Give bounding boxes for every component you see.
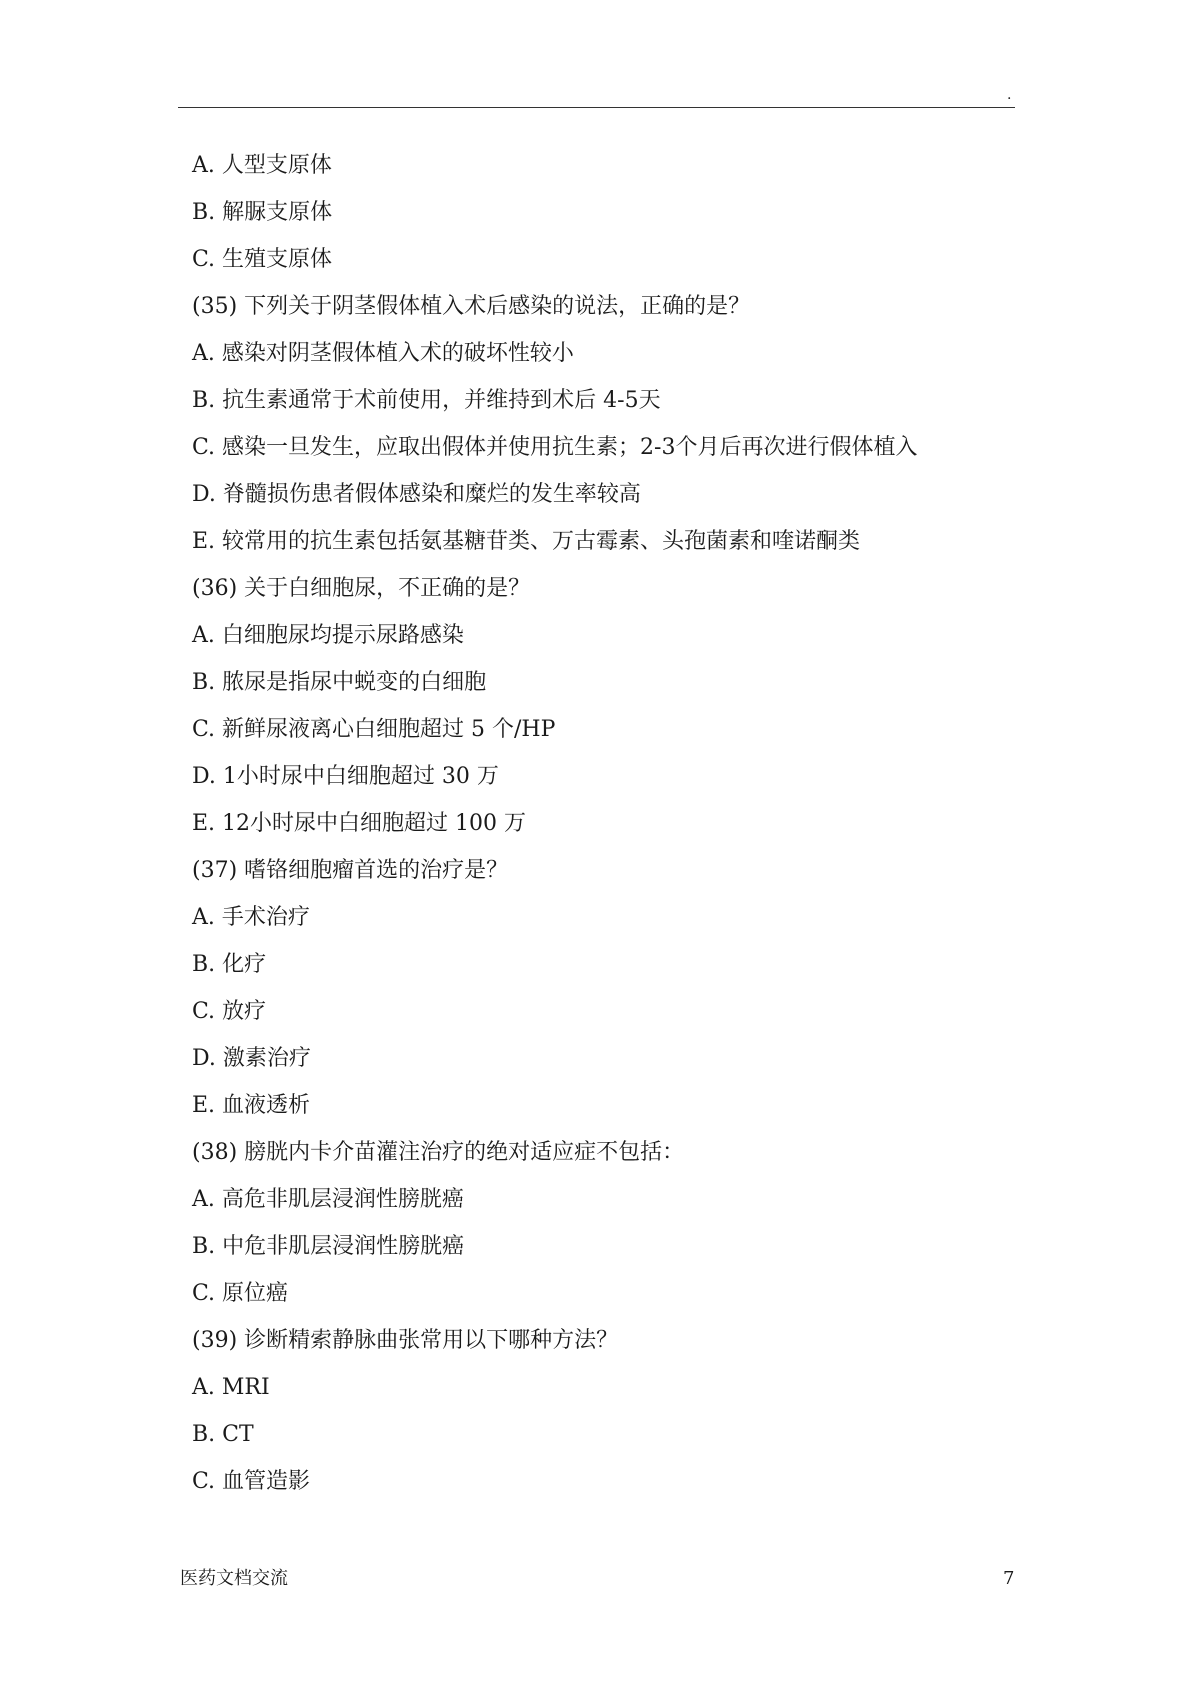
text-line: B. 化疗 xyxy=(192,952,267,977)
text-line: A. 高危非肌层浸润性膀胱癌 xyxy=(192,1187,464,1212)
text-line: B. CT xyxy=(192,1422,254,1447)
text-line: E. 12小时尿中白细胞超过 100 万 xyxy=(192,811,527,836)
question-line: (39) 诊断精索静脉曲张常用以下哪种方法？ xyxy=(192,1328,619,1353)
text-line: C. 新鲜尿液离心白细胞超过 5 个/HP xyxy=(192,717,556,742)
page-number: 7 xyxy=(1003,1568,1015,1589)
text-line: B. 中危非肌层浸润性膀胱癌 xyxy=(192,1234,465,1259)
page-body xyxy=(192,142,1012,1505)
question-line: (36) 关于白细胞尿，不正确的是？ xyxy=(192,576,531,601)
text-line: E. 较常用的抗生素包括氨基糖苷类、万古霉素、头孢菌素和喹诺酮类 xyxy=(192,529,861,554)
text-line: A. MRI xyxy=(192,1375,270,1400)
text-line: C. 放疗 xyxy=(192,999,267,1024)
text-line: E. 血液透析 xyxy=(192,1093,311,1118)
text-line: C. 感染一旦发生，应取出假体并使用抗生素；2-3个月后再次进行假体植入 xyxy=(192,435,918,460)
question-line: (38) 膀胱内卡介苗灌注治疗的绝对适应症不包括： xyxy=(192,1140,685,1165)
question-line: (37) 嗜铬细胞瘤首选的治疗是？ xyxy=(192,858,509,883)
text-line: A. 人型支原体 xyxy=(192,153,332,178)
text-line: C. 原位癌 xyxy=(192,1281,289,1306)
footer-label: 医药文档交流 xyxy=(180,1568,288,1589)
header-mark: . xyxy=(1007,87,1012,103)
text-line: B. 解脲支原体 xyxy=(192,200,333,225)
text-line: B. 脓尿是指尿中蜕变的白细胞 xyxy=(192,670,487,695)
question-line: (35) 下列关于阴茎假体植入术后感染的说法，正确的是？ xyxy=(192,294,751,319)
text-line: C. 血管造影 xyxy=(192,1469,311,1494)
text-line: B. 抗生素通常于术前使用，并维持到术后 4-5天 xyxy=(192,388,661,413)
text-line: D. 激素治疗 xyxy=(192,1046,311,1071)
text-line: A. 感染对阴茎假体植入术的破坏性较小 xyxy=(192,341,574,366)
text-line: D. 1小时尿中白细胞超过 30 万 xyxy=(192,764,499,789)
text-line: D. 脊髓损伤患者假体感染和糜烂的发生率较高 xyxy=(192,482,641,507)
text-line: A. 手术治疗 xyxy=(192,905,310,930)
text-line: C. 生殖支原体 xyxy=(192,247,333,272)
header-rule xyxy=(178,107,1015,108)
text-line: A. 白细胞尿均提示尿路感染 xyxy=(192,623,464,648)
